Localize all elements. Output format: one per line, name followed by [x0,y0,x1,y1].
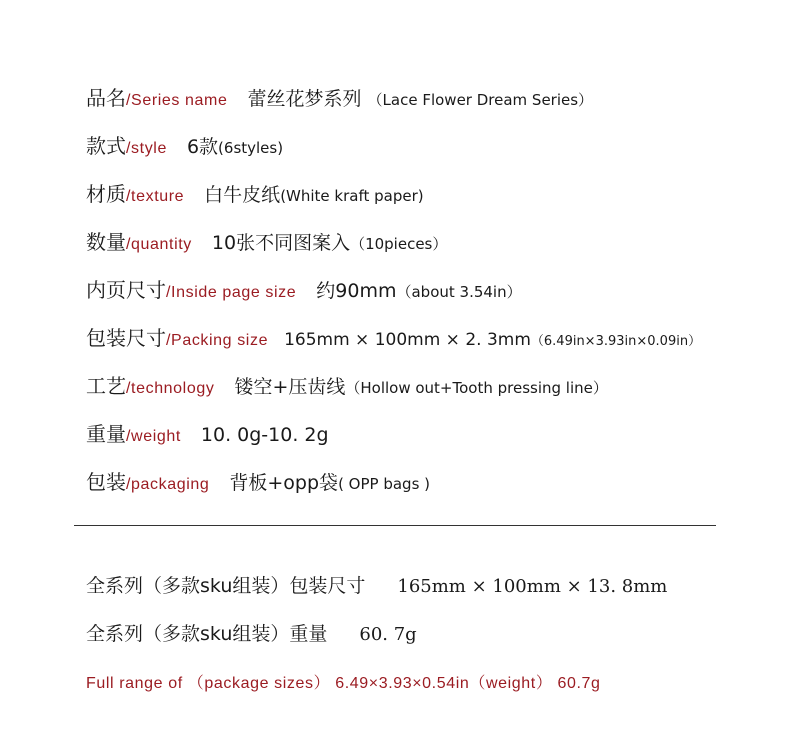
spec-label-en: /Packing size [166,332,269,349]
summary-size-value: 165mm × 100mm × 13. 8mm [397,576,668,597]
spec-label-en: /technology [126,380,215,397]
summary-section [86,568,667,664]
spec-value [212,232,447,254]
summary-size-row [86,568,667,616]
spec-row-texture [86,176,701,224]
spec-value-paren: ( OPP bags ) [338,475,431,493]
spec-label-en: /Inside page size [166,284,297,301]
spec-value-main: 背板+opp袋 [229,472,339,494]
spec-value-main: 10张不同图案入 [211,232,351,254]
summary-weight-value: 60. 7g [359,624,417,645]
spec-label-cn: 包装 [86,470,126,494]
summary-weight-row [86,616,667,664]
spec-value-main: 10. 0g-10. 2g [200,424,329,446]
spec-value-main: 165mm × 100mm × 2. 3mm [284,330,531,350]
summary-weight-label: 全系列（多款sku组装）重量 [86,623,328,645]
spec-label-cn: 款式 [86,134,126,158]
spec-value [234,376,607,398]
spec-row-quantity [86,224,701,272]
spec-label-en: /style [126,140,167,157]
spec-row-packing-size [86,320,701,368]
spec-value [247,88,593,110]
spec-row-series-name [86,80,701,128]
spec-value-paren: （6.49in×3.93in×0.09in） [530,334,702,349]
spec-value [284,330,701,350]
spec-value-paren: （10pieces） [350,235,448,253]
spec-label-en: /packaging [126,476,210,493]
spec-label-cn: 数量 [86,230,126,254]
spec-value-main: 约90mm [316,280,397,302]
spec-value [316,280,521,302]
spec-label-cn: 重量 [86,422,126,446]
spec-list [86,80,701,512]
spec-value-paren: （Lace Flower Dream Series） [367,91,594,109]
spec-label-cn: 品名 [86,86,126,110]
spec-label-en: /quantity [126,236,192,253]
spec-label-cn: 工艺 [86,374,126,398]
spec-value [204,184,423,206]
spec-row-packaging [86,464,701,512]
spec-value-main: 白牛皮纸 [204,184,281,206]
spec-label-cn: 材质 [86,182,126,206]
summary-size-label: 全系列（多款sku组装）包装尺寸 [86,575,366,597]
spec-value-main: 镂空+压齿线 [234,376,346,398]
spec-label-cn: 内页尺寸 [86,278,166,302]
spec-row-style [86,128,701,176]
spec-value-main: 蕾丝花梦系列 [247,88,362,110]
spec-value-main: 6款 [186,136,219,158]
spec-value [201,424,329,446]
spec-row-inside-page-size [86,272,701,320]
section-divider [74,525,716,526]
spec-label-en: /texture [126,188,185,205]
spec-value-paren: (6styles) [218,139,284,157]
spec-row-weight [86,416,701,464]
spec-label-en: /weight [126,428,181,445]
spec-label-cn: 包装尺寸 [86,326,166,350]
spec-label-en: /Series name [126,92,228,109]
spec-row-technology [86,368,701,416]
spec-value-paren: （Hollow out+Tooth pressing line） [345,379,608,397]
spec-value-paren: （about 3.54in） [396,283,522,301]
spec-value [187,136,283,158]
spec-value [229,472,430,494]
summary-english-line: Full range of （package sizes） 6.49×3.93×0.54in（weight） 60.7g [86,675,601,692]
spec-value-paren: (White kraft paper) [280,187,424,205]
